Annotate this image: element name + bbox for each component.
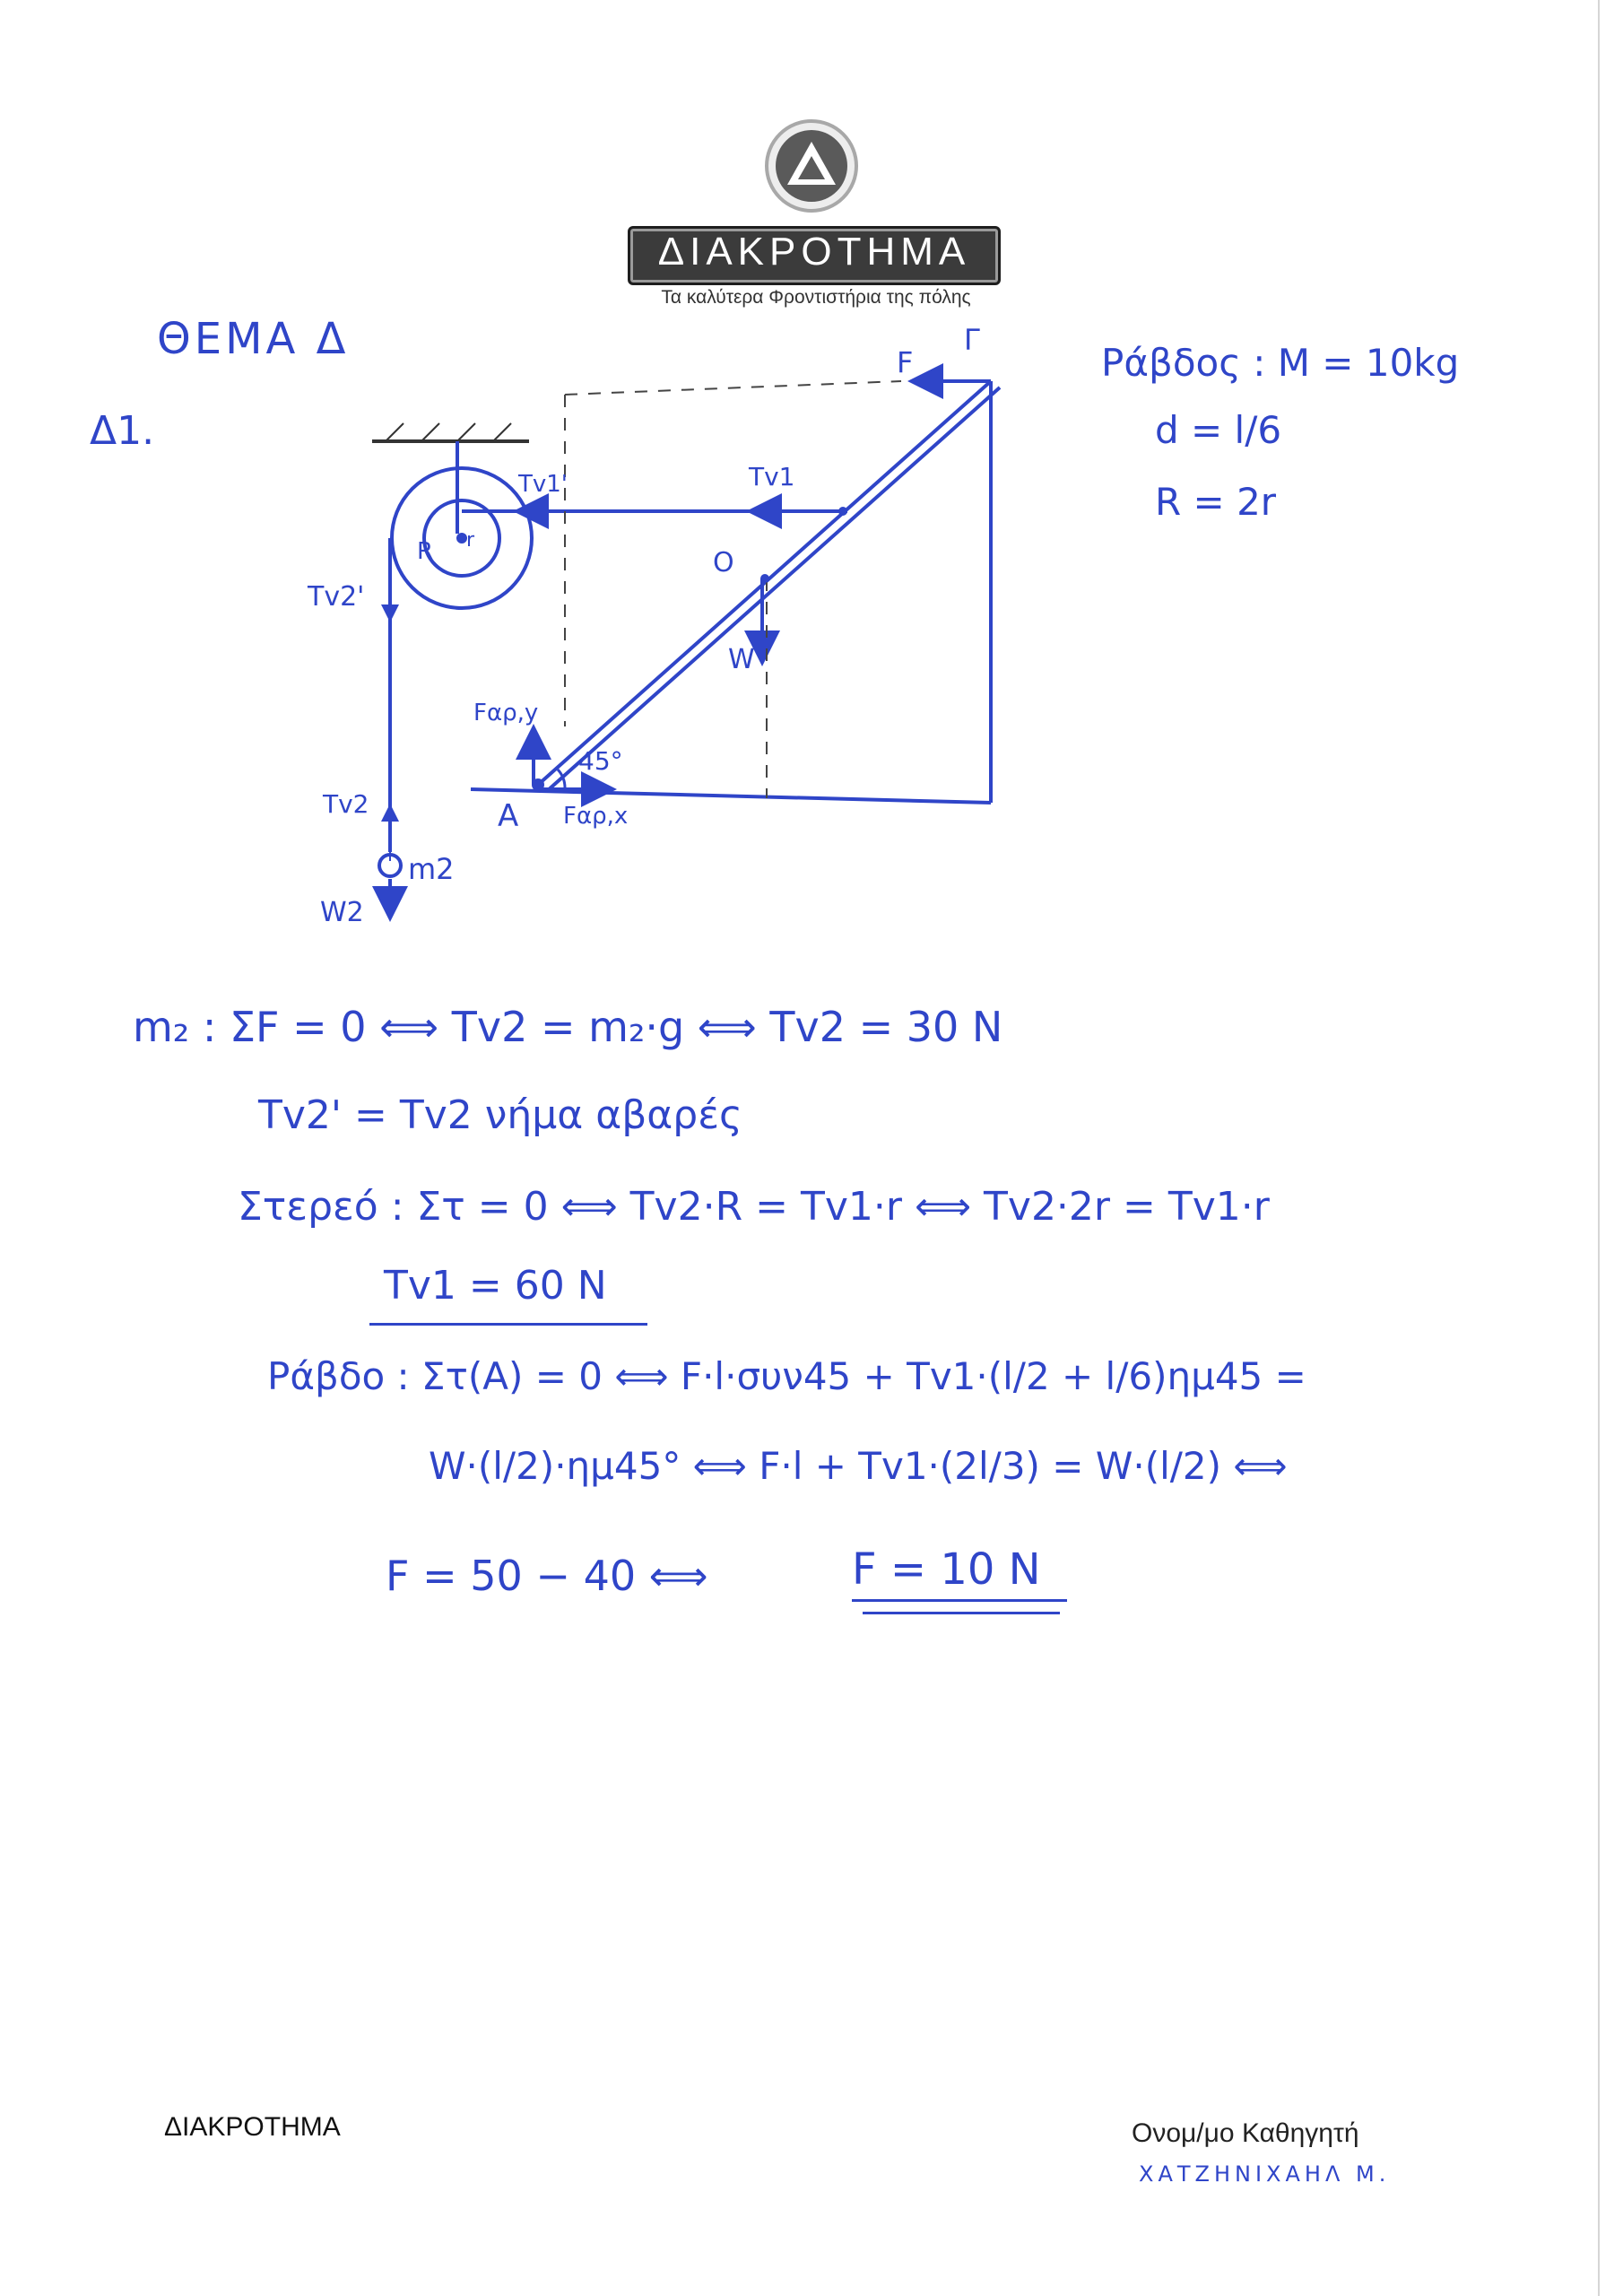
solution-line-5: Ράβδο : Στ(A) = 0 ⟺ F·l·συν45 + Tv1·(l/2 + l/6)ημ45 = [267, 1354, 1306, 1398]
label-tv2: Tv2 [323, 789, 369, 819]
label-A: A [498, 798, 519, 834]
result-underline-1 [852, 1599, 1067, 1602]
label-R: R [417, 538, 434, 565]
label-fap-x: Fαρ,x [563, 803, 629, 830]
topic-part: Δ1. [90, 408, 155, 454]
label-tv1-prime: Tv1' [518, 471, 568, 498]
footer-brand: ΔΙΑΚΡΟΤΗΜΑ [164, 2112, 341, 2142]
underline-tv1 [369, 1323, 647, 1326]
label-fap-y: Fαρ,y [473, 700, 539, 726]
solution-line-1: m₂ : ΣF = 0 ⟺ Tv2 = m₂·g ⟺ Tv2 = 30 N [133, 1003, 1003, 1051]
solution-result: F = 10 N [852, 1544, 1041, 1595]
solution-line-6: W·(l/2)·ημ45° ⟺ F·l + Tv1·(2l/3) = W·(l/2) ⟺ [429, 1444, 1288, 1488]
label-tv1: Tv1 [749, 462, 795, 491]
label-angle: 45° [578, 746, 623, 776]
solution-line-7: F = 50 − 40 ⟺ [386, 1552, 708, 1600]
footer-teacher-name: ΧΑΤΖΗΝΙΧΑΗΛ Μ. [1139, 2161, 1391, 2187]
result-underline-2 [863, 1612, 1060, 1614]
label-F: F [897, 345, 914, 379]
solution-line-3: Στερεό : Στ = 0 ⟺ Tv2·R = Tv1·r ⟺ Tv2·2r = Tv1·r [238, 1184, 1270, 1230]
topic-title: ΘΕΜΑ Δ [157, 314, 350, 364]
label-G: Γ [964, 323, 980, 357]
solution-line-2: Tv2' = Tv2 νήμα αβαρές [258, 1092, 742, 1138]
label-tv2-prime: Tv2' [308, 581, 365, 613]
footer-teacher-label: Ονομ/μο Καθηγητή [1132, 2118, 1359, 2148]
triangle-delta-icon [762, 117, 861, 215]
brand-name: ΔΙΑΚΡΟΤΗΜΑ [657, 230, 971, 274]
label-r: r [466, 529, 475, 552]
given-mass: Ράβδος : M = 10kg [1101, 341, 1460, 385]
label-W: W [728, 644, 755, 675]
label-O: O [713, 547, 734, 578]
page-edge [1598, 0, 1600, 2296]
label-m2: m2 [408, 852, 455, 886]
label-W2: W2 [320, 897, 364, 928]
given-radius: R = 2r [1155, 480, 1277, 524]
given-distance: d = l/6 [1155, 408, 1282, 452]
brand-tagline: Τα καλύτερα Φροντιστήρια της πόλης [661, 287, 971, 308]
physics-diagram [269, 341, 1076, 969]
solution-line-4: Tv1 = 60 N [384, 1263, 607, 1309]
